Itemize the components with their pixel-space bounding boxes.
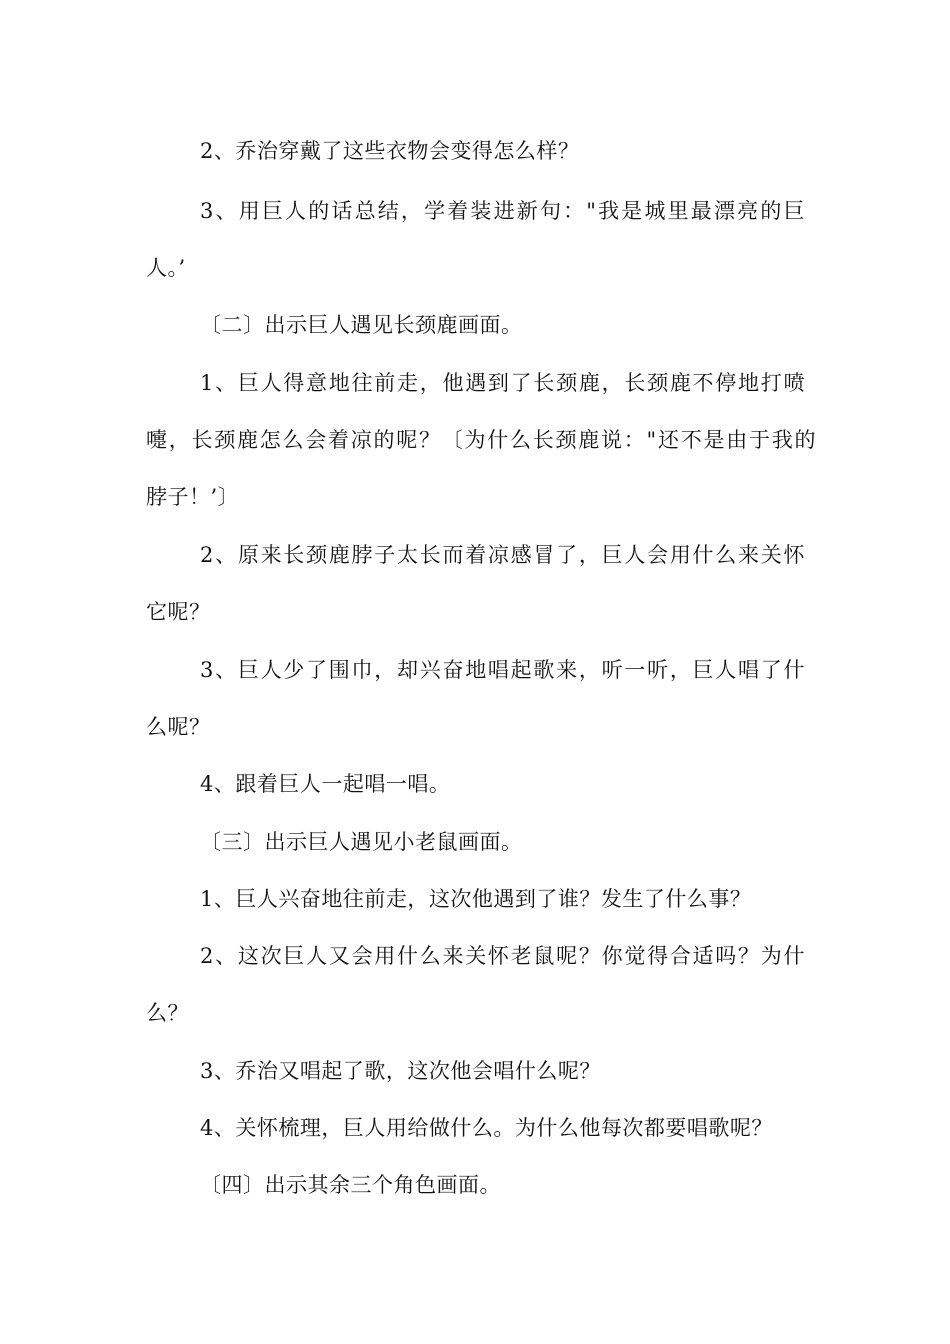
text-line: 2、原来长颈鹿脖子太长而着凉感冒了，巨人会用什么来关怀 <box>200 543 805 567</box>
text-line: 2、乔治穿戴了这些衣物会变得怎么样？ <box>200 139 580 163</box>
text-line: 么呢？ <box>146 715 211 739</box>
text-line: 脖子！’〕 <box>146 485 240 509</box>
section-heading: 〔四〕出示其余三个角色画面。 <box>200 1173 501 1197</box>
text-line: 4、关怀梳理，巨人用给做什么。为什么他每次都要唱歌呢？ <box>200 1116 773 1140</box>
text-line: 3、乔治又唱起了歌，这次他会唱什么呢？ <box>200 1059 601 1083</box>
text-line: 3、巨人少了围巾，却兴奋地唱起歌来，听一听，巨人唱了什 <box>200 658 805 682</box>
text-line: 1、巨人兴奋地往前走，这次他遇到了谁？发生了什么事？ <box>200 887 752 911</box>
text-line: 2、这次巨人又会用什么来关怀老鼠呢？你觉得合适吗？为什 <box>200 944 805 968</box>
text-line: 它呢？ <box>146 600 211 624</box>
text-line: 1、巨人得意地往前走，他遇到了长颈鹿，长颈鹿不停地打喷 <box>200 371 805 395</box>
section-heading: 〔二〕出示巨人遇见长颈鹿画面。 <box>200 313 523 337</box>
text-line: 么？ <box>146 1001 189 1025</box>
text-line: 嚏，长颈鹿怎么会着凉的呢？〔为什么长颈鹿说："还不是由于我的 <box>146 428 816 452</box>
text-line: 人。’ <box>146 256 186 280</box>
text-line: 3、用巨人的话总结，学着装进新句："我是城里最漂亮的巨 <box>200 199 805 223</box>
section-heading: 〔三〕出示巨人遇见小老鼠画面。 <box>200 830 523 854</box>
text-line: 4、跟着巨人一起唱一唱。 <box>200 772 451 796</box>
